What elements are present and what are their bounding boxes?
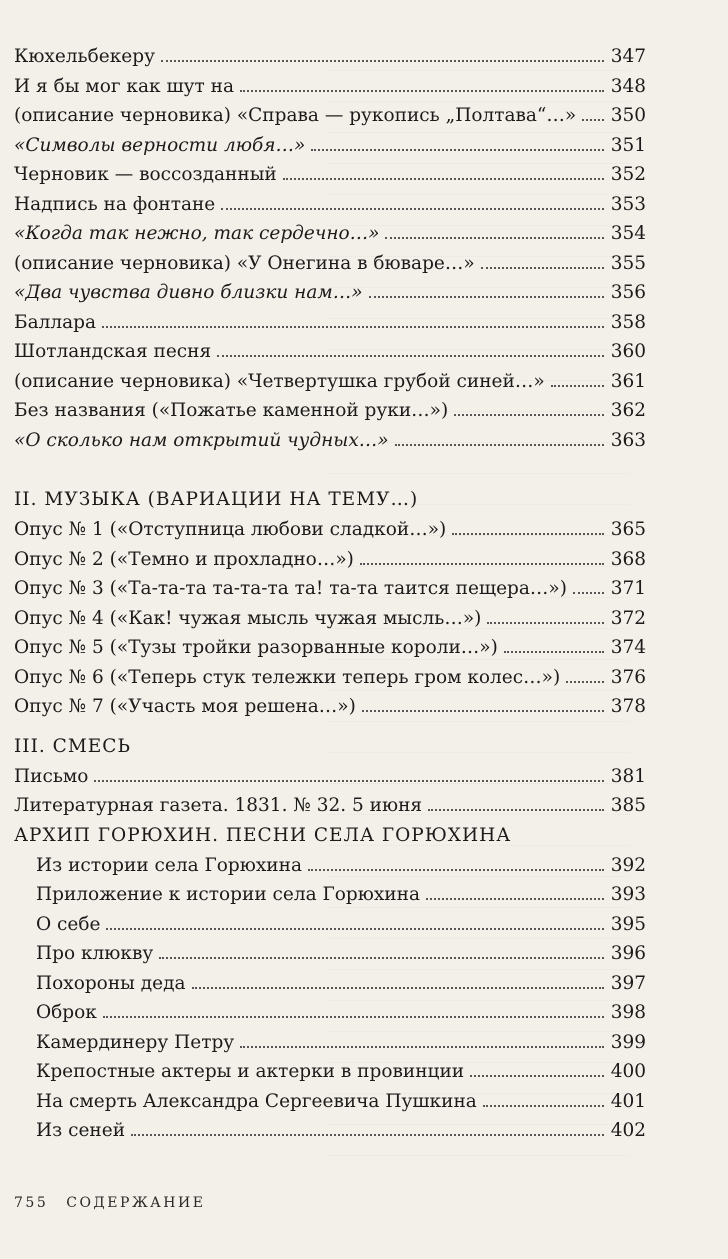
toc-entry bbox=[14, 42, 646, 72]
toc-entry-title: На смерть Александра Сергеевича Пушкина bbox=[36, 1090, 477, 1112]
toc-block-mix bbox=[14, 762, 646, 821]
page-footer bbox=[14, 1195, 205, 1211]
dot-leader bbox=[362, 710, 604, 712]
dot-leader bbox=[551, 385, 604, 387]
toc-entry-title: Опус № 6 («Теперь стук тележки теперь гром колес…») bbox=[14, 666, 561, 688]
toc-entry-title: Литературная газета. 1831. № 32. 5 июня bbox=[14, 795, 423, 816]
dot-leader bbox=[283, 178, 604, 180]
dot-leader bbox=[103, 1016, 604, 1018]
dot-leader bbox=[94, 780, 604, 782]
toc-entry-title: «Когда так нежно, так сердечно…» bbox=[14, 223, 380, 244]
toc-entry-title: Опус № 3 («Та-та-та та-та-та та! та-та таится пещера…») bbox=[14, 578, 567, 599]
toc-entry bbox=[14, 939, 646, 969]
toc-entry bbox=[14, 545, 646, 575]
toc-entry bbox=[14, 574, 646, 604]
toc-entry-page-number: 400 bbox=[610, 1061, 646, 1082]
toc-entry bbox=[14, 131, 646, 161]
toc-entry-page-number: 401 bbox=[610, 1090, 646, 1112]
toc-entry-page-number: 372 bbox=[610, 607, 646, 629]
dot-leader bbox=[106, 928, 604, 930]
toc-entry-title: Баллара bbox=[14, 311, 97, 333]
toc-entry-page-number: 378 bbox=[610, 696, 646, 717]
toc-entry-title: «О сколько нам открытий чудных…» bbox=[14, 429, 389, 451]
toc-entry-page-number: 356 bbox=[610, 282, 646, 303]
toc-entry-page-number: 398 bbox=[610, 1002, 646, 1023]
toc-entry bbox=[14, 219, 646, 249]
toc-entry-page-number: 363 bbox=[610, 429, 646, 451]
toc-entry-page-number: 402 bbox=[610, 1120, 646, 1141]
toc-entry bbox=[14, 278, 646, 308]
toc-entry-page-number: 352 bbox=[610, 164, 646, 185]
section-heading-music: II. МУЗЫКА (ВАРИАЦИИ НА ТЕМУ…) bbox=[14, 489, 419, 510]
dot-leader bbox=[452, 533, 604, 535]
toc-entry-title: Опус № 4 («Как! чужая мысль чужая мысль…») bbox=[14, 607, 482, 629]
dot-leader bbox=[102, 326, 604, 328]
toc-entry-title: Черновик — воссозданный bbox=[14, 164, 277, 185]
dot-leader bbox=[385, 237, 604, 239]
dot-leader bbox=[369, 296, 604, 298]
dot-leader bbox=[566, 681, 604, 683]
dot-leader bbox=[240, 90, 604, 92]
dot-leader bbox=[217, 355, 604, 357]
toc-entry-page-number: 396 bbox=[610, 943, 646, 964]
toc-entry-page-number: 351 bbox=[610, 134, 646, 156]
toc-entry bbox=[14, 337, 646, 367]
toc-entry-title: (описание черновика) «Справа — рукопись „Полтава“…» bbox=[14, 105, 577, 126]
toc-entry bbox=[14, 969, 646, 999]
toc-entry bbox=[14, 190, 646, 220]
toc-entry-title: Крепостные актеры и актерки в провинции bbox=[36, 1061, 465, 1082]
dot-leader bbox=[221, 208, 604, 210]
toc-entry bbox=[14, 426, 646, 456]
table-of-contents bbox=[14, 42, 646, 1146]
toc-entry-page-number: 362 bbox=[610, 400, 646, 421]
section-heading-mix: III. СМЕСЬ bbox=[14, 735, 131, 757]
dot-leader bbox=[428, 809, 604, 811]
toc-entry bbox=[14, 663, 646, 693]
toc-entry-title: Из сеней bbox=[36, 1120, 126, 1141]
toc-entry-title: (описание черновика) «У Онегина в бюваре…» bbox=[14, 252, 475, 274]
dot-leader bbox=[360, 563, 604, 565]
toc-entry-page-number: 355 bbox=[610, 252, 646, 274]
toc-entry bbox=[14, 1087, 646, 1117]
dot-leader bbox=[573, 592, 604, 594]
dot-leader bbox=[481, 267, 604, 269]
toc-entry bbox=[14, 1116, 646, 1146]
toc-entry-page-number: 347 bbox=[610, 46, 646, 67]
toc-entry-page-number: 348 bbox=[610, 75, 646, 97]
toc-entry-page-number: 393 bbox=[610, 884, 646, 905]
toc-entry-title: «Символы верности любя…» bbox=[14, 134, 306, 156]
toc-entry bbox=[14, 998, 646, 1028]
toc-entry-page-number: 358 bbox=[610, 311, 646, 333]
footer-running-head: СОДЕРЖАНИЕ bbox=[66, 1195, 206, 1211]
dot-leader bbox=[131, 1134, 604, 1136]
toc-entry bbox=[14, 880, 646, 910]
toc-entry-page-number: 399 bbox=[610, 1031, 646, 1053]
toc-block-music bbox=[14, 515, 646, 722]
section-gap bbox=[14, 455, 646, 485]
toc-entry-title: Опус № 5 («Тузы тройки разорванные короли…») bbox=[14, 637, 498, 658]
toc-entry-title: Опус № 7 («Участь моя решена…») bbox=[14, 696, 356, 717]
toc-entry-title: О себе bbox=[36, 913, 101, 935]
toc-entry-title: Оброк bbox=[36, 1002, 97, 1023]
dot-leader bbox=[454, 414, 604, 416]
section-heading-goryukhin: АРХИП ГОРЮХИН. ПЕСНИ СЕЛА ГОРЮХИНА bbox=[14, 824, 512, 846]
toc-entry-title: Опус № 2 («Темно и прохладно…») bbox=[14, 548, 354, 570]
toc-entry-title: И я бы мог как шут на bbox=[14, 75, 235, 97]
toc-entry-page-number: 354 bbox=[610, 223, 646, 244]
toc-entry bbox=[14, 1057, 646, 1087]
toc-entry-page-number: 385 bbox=[610, 795, 646, 816]
toc-entry bbox=[14, 1028, 646, 1058]
toc-entry-title: Приложение к истории села Горюхина bbox=[36, 884, 420, 905]
toc-entry bbox=[14, 910, 646, 940]
footer-page-number: 755 bbox=[14, 1195, 49, 1211]
toc-entry-title: Из истории села Горюхина bbox=[36, 854, 302, 876]
toc-entry-title: Про клюкву bbox=[36, 943, 154, 964]
toc-entry bbox=[14, 101, 646, 131]
toc-entry-title: Похороны деда bbox=[36, 972, 186, 994]
dot-leader bbox=[311, 149, 604, 151]
toc-entry-page-number: 397 bbox=[610, 972, 646, 994]
toc-entry-page-number: 376 bbox=[610, 666, 646, 688]
toc-entry-page-number: 353 bbox=[610, 193, 646, 215]
toc-entry-page-number: 368 bbox=[610, 548, 646, 570]
toc-entry-title: Надпись на фонтане bbox=[14, 193, 216, 215]
toc-entry bbox=[14, 160, 646, 190]
dot-leader bbox=[240, 1046, 604, 1048]
toc-entry-title: Шотландская песня bbox=[14, 341, 212, 362]
dot-leader bbox=[504, 651, 604, 653]
toc-entry bbox=[14, 367, 646, 397]
dot-leader bbox=[483, 1105, 604, 1107]
toc-entry bbox=[14, 72, 646, 102]
dot-leader bbox=[426, 898, 604, 900]
toc-entry-title: Без названия («Пожатье каменной руки…») bbox=[14, 400, 449, 421]
toc-entry-page-number: 392 bbox=[610, 854, 646, 876]
dot-leader bbox=[470, 1075, 604, 1077]
toc-entry bbox=[14, 791, 646, 821]
toc-entry bbox=[14, 851, 646, 881]
dot-leader bbox=[161, 60, 604, 62]
dot-leader bbox=[192, 987, 604, 989]
toc-entry-page-number: 365 bbox=[610, 519, 646, 540]
toc-block-goryukhin bbox=[14, 851, 646, 1146]
toc-entry-page-number: 361 bbox=[610, 370, 646, 392]
toc-entry-page-number: 395 bbox=[610, 913, 646, 935]
toc-entry-title: Кюхельбекеру bbox=[14, 46, 155, 67]
toc-entry bbox=[14, 308, 646, 338]
toc-entry-page-number: 360 bbox=[610, 341, 646, 362]
toc-entry-page-number: 371 bbox=[610, 578, 646, 599]
toc-entry bbox=[14, 604, 646, 634]
toc-entry bbox=[14, 396, 646, 426]
toc-block-poems bbox=[14, 42, 646, 455]
toc-entry-page-number: 374 bbox=[610, 637, 646, 658]
toc-entry-page-number: 381 bbox=[610, 765, 646, 787]
dot-leader bbox=[308, 869, 604, 871]
toc-entry-title: (описание черновика) «Четвертушка грубой синей…» bbox=[14, 370, 545, 392]
toc-entry bbox=[14, 762, 646, 792]
toc-entry bbox=[14, 692, 646, 722]
toc-entry bbox=[14, 515, 646, 545]
toc-entry-page-number: 350 bbox=[610, 105, 646, 126]
dot-leader bbox=[487, 622, 604, 624]
toc-entry bbox=[14, 633, 646, 663]
toc-entry-title: «Два чувства дивно близки нам…» bbox=[14, 282, 363, 303]
toc-entry-title: Опус № 1 («Отступница любови сладкой…») bbox=[14, 519, 447, 540]
dot-leader bbox=[159, 957, 604, 959]
toc-entry-title: Камердинеру Петру bbox=[36, 1031, 235, 1053]
dot-leader bbox=[582, 119, 604, 121]
toc-entry-title: Письмо bbox=[14, 765, 89, 787]
dot-leader bbox=[395, 444, 604, 446]
toc-entry bbox=[14, 249, 646, 279]
